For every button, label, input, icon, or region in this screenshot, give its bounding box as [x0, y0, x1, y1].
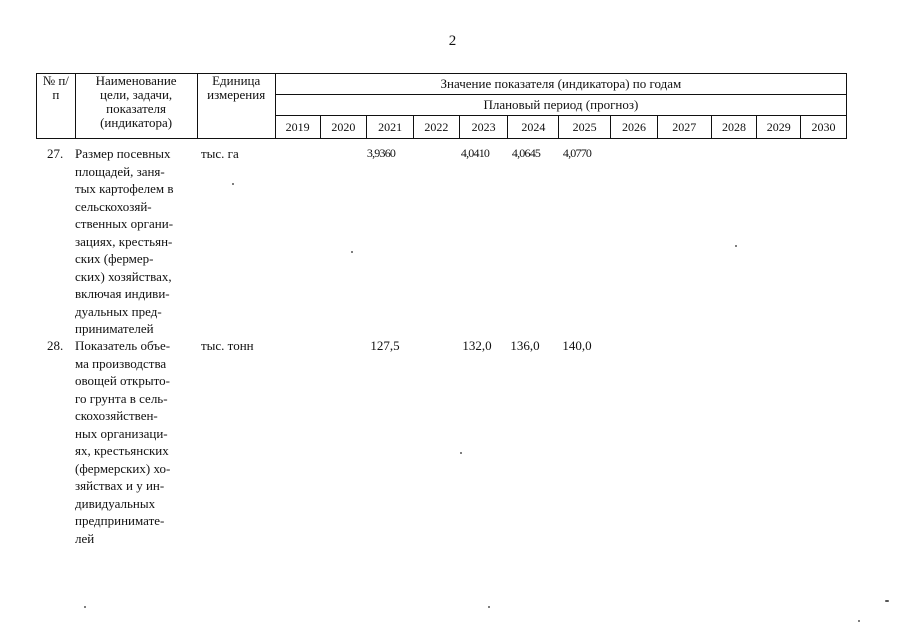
header-year-2021: 2021: [367, 116, 414, 139]
value-2025: 140,0: [562, 338, 592, 353]
header-year-2019: 2019: [275, 116, 320, 139]
header-year-2022: 2022: [413, 116, 459, 139]
value-2024: 4,0645: [511, 146, 541, 160]
header-planned-period: Плановый период (прогноз): [275, 95, 846, 116]
value-2021: 3,9360: [366, 146, 396, 160]
header-unit: Единица измерения: [197, 74, 275, 139]
header-year-2028: 2028: [711, 116, 757, 139]
scan-speck: [735, 245, 737, 247]
header-year-2024: 2024: [508, 116, 559, 139]
value-2021: 127,5: [370, 338, 400, 353]
value-2023: 132,0: [462, 338, 492, 353]
scan-speck: [858, 620, 860, 622]
row-indicator-name: Показатель объе- ма производства овощей открыто- го грунта в сель- скохозяйствен- ных организаци- ях, крестьянских (фермерских) хо- зяйствах и у ин- дивидуальных предпринимате- лей: [75, 338, 171, 546]
scan-speck: [488, 606, 490, 608]
row-indicator-name: Размер посевных площадей, заня- тых картофелем в сельскохозяй- ственных органи- зациях, крестьян- ских (фермер- ских) хозяйствах, включая индиви- дуальных пред- принимателей: [75, 146, 174, 336]
scan-speck: [885, 600, 889, 602]
page-number: 2: [448, 33, 457, 49]
scan-speck: [460, 452, 462, 454]
header-num: № п/п: [37, 74, 76, 139]
header-year-2030: 2030: [801, 116, 847, 139]
value-2025: 4,0770: [562, 146, 592, 160]
indicator-table-header: [36, 73, 847, 139]
header-year-2027: 2027: [657, 116, 711, 139]
row-number: 27.: [47, 146, 64, 161]
scan-speck: [84, 606, 86, 608]
scan-speck: [351, 251, 353, 253]
row-unit: тыс. га: [201, 146, 239, 161]
row-unit: тыс. тонн: [201, 338, 254, 353]
header-name: Наименование цели, задачи, показателя (индикатора): [75, 74, 197, 139]
scan-speck: [232, 183, 234, 185]
header-year-2023: 2023: [459, 116, 508, 139]
header-values-title: Значение показателя (индикатора) по годам: [275, 74, 846, 95]
header-year-2029: 2029: [757, 116, 801, 139]
header-year-2020: 2020: [320, 116, 367, 139]
header-year-2025: 2025: [559, 116, 611, 139]
header-year-2026: 2026: [611, 116, 658, 139]
row-number: 28.: [47, 338, 64, 353]
value-2023: 4,0410: [460, 146, 490, 160]
value-2024: 136,0: [510, 338, 540, 353]
